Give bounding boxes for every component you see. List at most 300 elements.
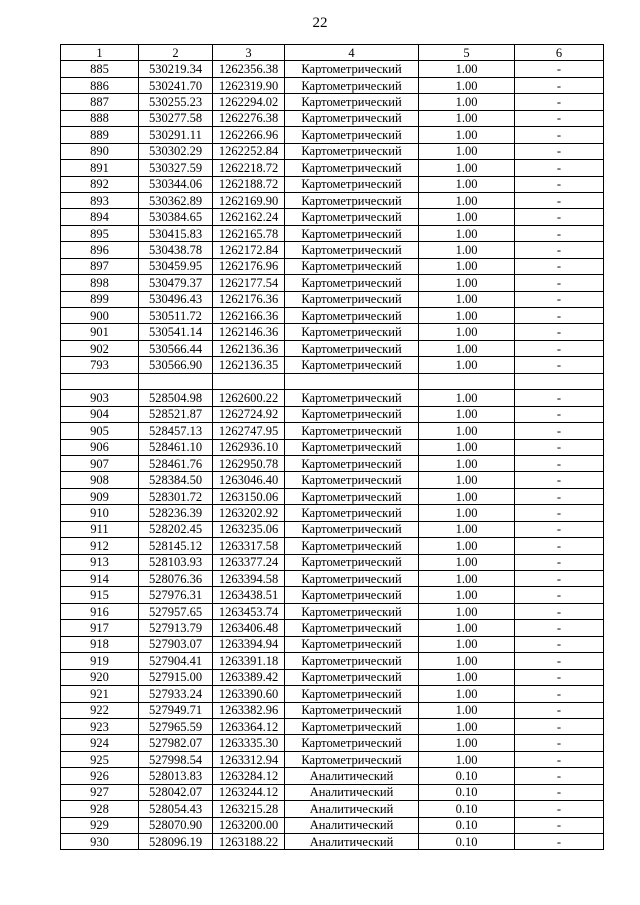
method-cell: Картометрический bbox=[285, 77, 419, 93]
y-coordinate-cell: 1262294.02 bbox=[213, 94, 285, 110]
column-header-3: 3 bbox=[213, 45, 285, 61]
point-number-cell: 921 bbox=[61, 686, 139, 702]
y-coordinate-cell: 1262950.78 bbox=[213, 455, 285, 471]
x-coordinate-cell: 530459.95 bbox=[139, 258, 213, 274]
table-row bbox=[61, 554, 604, 570]
note-cell: - bbox=[515, 521, 604, 537]
note-cell: - bbox=[515, 784, 604, 800]
method-cell: Аналитический bbox=[285, 817, 419, 833]
note-cell bbox=[515, 373, 604, 389]
y-coordinate-cell: 1262172.84 bbox=[213, 242, 285, 258]
y-coordinate-cell: 1262177.54 bbox=[213, 275, 285, 291]
y-coordinate-cell: 1262747.95 bbox=[213, 423, 285, 439]
y-coordinate-cell: 1263453.74 bbox=[213, 603, 285, 619]
table-row bbox=[61, 505, 604, 521]
point-number-cell: 901 bbox=[61, 324, 139, 340]
y-coordinate-cell: 1263391.18 bbox=[213, 653, 285, 669]
x-coordinate-cell: 530438.78 bbox=[139, 242, 213, 258]
table-row bbox=[61, 61, 604, 77]
note-cell: - bbox=[515, 505, 604, 521]
point-number-cell: 923 bbox=[61, 718, 139, 734]
table-row bbox=[61, 669, 604, 685]
table-row bbox=[61, 636, 604, 652]
table-row bbox=[61, 258, 604, 274]
x-coordinate-cell: 528202.45 bbox=[139, 521, 213, 537]
table-row bbox=[61, 455, 604, 471]
x-coordinate-cell: 530241.70 bbox=[139, 77, 213, 93]
y-coordinate-cell: 1263244.12 bbox=[213, 784, 285, 800]
method-cell: Картометрический bbox=[285, 653, 419, 669]
page-number: 22 bbox=[312, 15, 328, 31]
y-coordinate-cell: 1262218.72 bbox=[213, 160, 285, 176]
note-cell: - bbox=[515, 488, 604, 504]
method-cell: Картометрический bbox=[285, 291, 419, 307]
point-number-cell: 916 bbox=[61, 603, 139, 619]
y-coordinate-cell: 1263377.24 bbox=[213, 554, 285, 570]
note-cell: - bbox=[515, 406, 604, 422]
y-coordinate-cell: 1262136.36 bbox=[213, 340, 285, 356]
point-number-cell: 925 bbox=[61, 751, 139, 767]
point-number-cell: 912 bbox=[61, 538, 139, 554]
note-cell: - bbox=[515, 176, 604, 192]
accuracy-cell: 1.00 bbox=[419, 587, 515, 603]
point-number-cell: 911 bbox=[61, 521, 139, 537]
accuracy-cell: 1.00 bbox=[419, 423, 515, 439]
note-cell: - bbox=[515, 423, 604, 439]
y-coordinate-cell: 1262319.90 bbox=[213, 77, 285, 93]
accuracy-cell: 0.10 bbox=[419, 768, 515, 784]
accuracy-cell: 1.00 bbox=[419, 258, 515, 274]
x-coordinate-cell: 530255.23 bbox=[139, 94, 213, 110]
method-cell: Картометрический bbox=[285, 620, 419, 636]
note-cell: - bbox=[515, 603, 604, 619]
note-cell: - bbox=[515, 340, 604, 356]
note-cell: - bbox=[515, 702, 604, 718]
x-coordinate-cell: 530566.44 bbox=[139, 340, 213, 356]
point-number-cell: 924 bbox=[61, 735, 139, 751]
accuracy-cell: 1.00 bbox=[419, 439, 515, 455]
method-cell: Картометрический bbox=[285, 702, 419, 718]
point-number-cell: 902 bbox=[61, 340, 139, 356]
table-row bbox=[61, 77, 604, 93]
method-cell: Картометрический bbox=[285, 587, 419, 603]
note-cell: - bbox=[515, 192, 604, 208]
x-coordinate-cell: 530344.06 bbox=[139, 176, 213, 192]
x-coordinate-cell: 530291.11 bbox=[139, 127, 213, 143]
point-number-cell: 906 bbox=[61, 439, 139, 455]
method-cell: Картометрический bbox=[285, 390, 419, 406]
y-coordinate-cell: 1262136.35 bbox=[213, 357, 285, 373]
table-row bbox=[61, 702, 604, 718]
note-cell: - bbox=[515, 258, 604, 274]
y-coordinate-cell: 1262165.78 bbox=[213, 225, 285, 241]
x-coordinate-cell: 528070.90 bbox=[139, 817, 213, 833]
method-cell: Картометрический bbox=[285, 751, 419, 767]
x-coordinate-cell: 528461.76 bbox=[139, 455, 213, 471]
accuracy-cell: 1.00 bbox=[419, 357, 515, 373]
x-coordinate-cell: 530511.72 bbox=[139, 308, 213, 324]
y-coordinate-cell: 1263390.60 bbox=[213, 686, 285, 702]
y-coordinate-cell bbox=[213, 373, 285, 389]
method-cell: Картометрический bbox=[285, 538, 419, 554]
x-coordinate-cell: 528236.39 bbox=[139, 505, 213, 521]
method-cell: Картометрический bbox=[285, 554, 419, 570]
x-coordinate-cell: 528384.50 bbox=[139, 472, 213, 488]
note-cell: - bbox=[515, 308, 604, 324]
y-coordinate-cell: 1262356.38 bbox=[213, 61, 285, 77]
y-coordinate-cell: 1263364.12 bbox=[213, 718, 285, 734]
point-number-cell: 908 bbox=[61, 472, 139, 488]
y-coordinate-cell: 1263200.00 bbox=[213, 817, 285, 833]
y-coordinate-cell: 1263284.12 bbox=[213, 768, 285, 784]
point-number-cell: 887 bbox=[61, 94, 139, 110]
point-number-cell: 895 bbox=[61, 225, 139, 241]
note-cell: - bbox=[515, 357, 604, 373]
method-cell: Картометрический bbox=[285, 94, 419, 110]
accuracy-cell: 1.00 bbox=[419, 472, 515, 488]
y-coordinate-cell: 1263406.48 bbox=[213, 620, 285, 636]
y-coordinate-cell: 1262176.96 bbox=[213, 258, 285, 274]
y-coordinate-cell: 1262162.24 bbox=[213, 209, 285, 225]
table-row bbox=[61, 735, 604, 751]
x-coordinate-cell: 528076.36 bbox=[139, 571, 213, 587]
method-cell: Картометрический bbox=[285, 110, 419, 126]
accuracy-cell: 1.00 bbox=[419, 538, 515, 554]
accuracy-cell: 1.00 bbox=[419, 554, 515, 570]
method-cell: Картометрический bbox=[285, 160, 419, 176]
y-coordinate-cell: 1263188.22 bbox=[213, 834, 285, 850]
point-number-cell: 929 bbox=[61, 817, 139, 833]
x-coordinate-cell: 530384.65 bbox=[139, 209, 213, 225]
y-coordinate-cell: 1263317.58 bbox=[213, 538, 285, 554]
x-coordinate-cell: 530219.34 bbox=[139, 61, 213, 77]
x-coordinate-cell: 527913.79 bbox=[139, 620, 213, 636]
point-number-cell: 891 bbox=[61, 160, 139, 176]
note-cell: - bbox=[515, 110, 604, 126]
point-number-cell: 894 bbox=[61, 209, 139, 225]
table-row bbox=[61, 587, 604, 603]
point-number-cell: 886 bbox=[61, 77, 139, 93]
point-number-cell: 892 bbox=[61, 176, 139, 192]
table-row bbox=[61, 275, 604, 291]
table-row bbox=[61, 817, 604, 833]
note-cell: - bbox=[515, 472, 604, 488]
method-cell: Картометрический bbox=[285, 735, 419, 751]
note-cell: - bbox=[515, 324, 604, 340]
table-row bbox=[61, 571, 604, 587]
x-coordinate-cell: 530327.59 bbox=[139, 160, 213, 176]
point-number-cell: 920 bbox=[61, 669, 139, 685]
column-header-6: 6 bbox=[515, 45, 604, 61]
method-cell: Картометрический bbox=[285, 209, 419, 225]
point-number-cell: 889 bbox=[61, 127, 139, 143]
column-header-1: 1 bbox=[61, 45, 139, 61]
x-coordinate-cell: 528145.12 bbox=[139, 538, 213, 554]
table-row bbox=[61, 225, 604, 241]
y-coordinate-cell: 1263235.06 bbox=[213, 521, 285, 537]
note-cell: - bbox=[515, 275, 604, 291]
note-cell: - bbox=[515, 669, 604, 685]
coordinates-table bbox=[60, 44, 604, 850]
accuracy-cell: 1.00 bbox=[419, 192, 515, 208]
y-coordinate-cell: 1263150.06 bbox=[213, 488, 285, 504]
y-coordinate-cell: 1263046.40 bbox=[213, 472, 285, 488]
point-number-cell: 885 bbox=[61, 61, 139, 77]
method-cell: Аналитический bbox=[285, 768, 419, 784]
accuracy-cell: 1.00 bbox=[419, 521, 515, 537]
note-cell: - bbox=[515, 801, 604, 817]
point-number-cell: 907 bbox=[61, 455, 139, 471]
method-cell: Картометрический bbox=[285, 143, 419, 159]
method-cell: Картометрический bbox=[285, 488, 419, 504]
note-cell: - bbox=[515, 439, 604, 455]
accuracy-cell: 1.00 bbox=[419, 324, 515, 340]
point-number-cell: 905 bbox=[61, 423, 139, 439]
x-coordinate-cell: 527976.31 bbox=[139, 587, 213, 603]
method-cell: Картометрический bbox=[285, 176, 419, 192]
y-coordinate-cell: 1262169.90 bbox=[213, 192, 285, 208]
method-cell: Картометрический bbox=[285, 258, 419, 274]
method-cell bbox=[285, 373, 419, 389]
note-cell: - bbox=[515, 242, 604, 258]
point-number-cell: 922 bbox=[61, 702, 139, 718]
x-coordinate-cell: 528457.13 bbox=[139, 423, 213, 439]
table-row bbox=[61, 751, 604, 767]
y-coordinate-cell: 1263389.42 bbox=[213, 669, 285, 685]
point-number-cell: 917 bbox=[61, 620, 139, 636]
point-number-cell: 898 bbox=[61, 275, 139, 291]
point-number-cell: 930 bbox=[61, 834, 139, 850]
table-row bbox=[61, 127, 604, 143]
accuracy-cell: 1.00 bbox=[419, 143, 515, 159]
point-number-cell: 910 bbox=[61, 505, 139, 521]
y-coordinate-cell: 1262176.36 bbox=[213, 291, 285, 307]
y-coordinate-cell: 1263394.58 bbox=[213, 571, 285, 587]
point-number-cell: 926 bbox=[61, 768, 139, 784]
accuracy-cell: 1.00 bbox=[419, 751, 515, 767]
y-coordinate-cell: 1262146.36 bbox=[213, 324, 285, 340]
table-row bbox=[61, 603, 604, 619]
table-row bbox=[61, 324, 604, 340]
x-coordinate-cell: 530362.89 bbox=[139, 192, 213, 208]
point-number-cell: 890 bbox=[61, 143, 139, 159]
method-cell: Картометрический bbox=[285, 718, 419, 734]
accuracy-cell: 1.00 bbox=[419, 653, 515, 669]
table-header bbox=[61, 45, 604, 61]
y-coordinate-cell: 1263382.96 bbox=[213, 702, 285, 718]
note-cell: - bbox=[515, 538, 604, 554]
note-cell: - bbox=[515, 768, 604, 784]
column-header-5: 5 bbox=[419, 45, 515, 61]
method-cell: Аналитический bbox=[285, 784, 419, 800]
accuracy-cell: 1.00 bbox=[419, 571, 515, 587]
accuracy-cell: 1.00 bbox=[419, 455, 515, 471]
accuracy-cell: 1.00 bbox=[419, 242, 515, 258]
accuracy-cell: 1.00 bbox=[419, 406, 515, 422]
point-number-cell: 903 bbox=[61, 390, 139, 406]
y-coordinate-cell: 1262936.10 bbox=[213, 439, 285, 455]
column-header-4: 4 bbox=[285, 45, 419, 61]
method-cell: Картометрический bbox=[285, 192, 419, 208]
note-cell: - bbox=[515, 390, 604, 406]
x-coordinate-cell: 527903.07 bbox=[139, 636, 213, 652]
x-coordinate-cell: 530277.58 bbox=[139, 110, 213, 126]
accuracy-cell: 1.00 bbox=[419, 735, 515, 751]
method-cell: Картометрический bbox=[285, 127, 419, 143]
y-coordinate-cell: 1262276.38 bbox=[213, 110, 285, 126]
method-cell: Картометрический bbox=[285, 357, 419, 373]
table-row bbox=[61, 110, 604, 126]
method-cell: Картометрический bbox=[285, 423, 419, 439]
header-row bbox=[61, 45, 604, 61]
method-cell: Картометрический bbox=[285, 472, 419, 488]
accuracy-cell: 1.00 bbox=[419, 669, 515, 685]
note-cell: - bbox=[515, 620, 604, 636]
note-cell: - bbox=[515, 636, 604, 652]
note-cell: - bbox=[515, 160, 604, 176]
accuracy-cell: 1.00 bbox=[419, 340, 515, 356]
method-cell: Картометрический bbox=[285, 225, 419, 241]
point-number-cell: 915 bbox=[61, 587, 139, 603]
table-row bbox=[61, 192, 604, 208]
table-row bbox=[61, 538, 604, 554]
method-cell: Картометрический bbox=[285, 669, 419, 685]
table-row bbox=[61, 620, 604, 636]
table-row bbox=[61, 373, 604, 389]
point-number-cell: 913 bbox=[61, 554, 139, 570]
point-number-cell: 896 bbox=[61, 242, 139, 258]
method-cell: Картометрический bbox=[285, 340, 419, 356]
y-coordinate-cell: 1262600.22 bbox=[213, 390, 285, 406]
x-coordinate-cell: 527998.54 bbox=[139, 751, 213, 767]
note-cell: - bbox=[515, 587, 604, 603]
accuracy-cell: 1.00 bbox=[419, 505, 515, 521]
table-row bbox=[61, 439, 604, 455]
point-number-cell bbox=[61, 373, 139, 389]
y-coordinate-cell: 1262252.84 bbox=[213, 143, 285, 159]
method-cell: Картометрический bbox=[285, 455, 419, 471]
method-cell: Картометрический bbox=[285, 439, 419, 455]
note-cell: - bbox=[515, 143, 604, 159]
table-row bbox=[61, 423, 604, 439]
accuracy-cell: 1.00 bbox=[419, 225, 515, 241]
table-row bbox=[61, 308, 604, 324]
accuracy-cell: 1.00 bbox=[419, 176, 515, 192]
point-number-cell: 900 bbox=[61, 308, 139, 324]
x-coordinate-cell: 528521.87 bbox=[139, 406, 213, 422]
y-coordinate-cell: 1263202.92 bbox=[213, 505, 285, 521]
accuracy-cell: 1.00 bbox=[419, 603, 515, 619]
point-number-cell: 888 bbox=[61, 110, 139, 126]
note-cell: - bbox=[515, 209, 604, 225]
x-coordinate-cell: 530302.29 bbox=[139, 143, 213, 159]
table-row bbox=[61, 834, 604, 850]
table-row bbox=[61, 94, 604, 110]
accuracy-cell: 1.00 bbox=[419, 160, 515, 176]
note-cell: - bbox=[515, 751, 604, 767]
x-coordinate-cell: 527949.71 bbox=[139, 702, 213, 718]
method-cell: Картометрический bbox=[285, 571, 419, 587]
x-coordinate-cell: 528301.72 bbox=[139, 488, 213, 504]
note-cell: - bbox=[515, 735, 604, 751]
x-coordinate-cell: 528054.43 bbox=[139, 801, 213, 817]
note-cell: - bbox=[515, 455, 604, 471]
table-row bbox=[61, 291, 604, 307]
table-row bbox=[61, 686, 604, 702]
accuracy-cell: 1.00 bbox=[419, 686, 515, 702]
y-coordinate-cell: 1262166.36 bbox=[213, 308, 285, 324]
table-row bbox=[61, 160, 604, 176]
x-coordinate-cell: 528461.10 bbox=[139, 439, 213, 455]
point-number-cell: 914 bbox=[61, 571, 139, 587]
accuracy-cell: 1.00 bbox=[419, 94, 515, 110]
method-cell: Картометрический bbox=[285, 242, 419, 258]
table-row bbox=[61, 357, 604, 373]
x-coordinate-cell: 527904.41 bbox=[139, 653, 213, 669]
note-cell: - bbox=[515, 686, 604, 702]
y-coordinate-cell: 1263215.28 bbox=[213, 801, 285, 817]
accuracy-cell: 1.00 bbox=[419, 488, 515, 504]
note-cell: - bbox=[515, 554, 604, 570]
x-coordinate-cell: 528042.07 bbox=[139, 784, 213, 800]
x-coordinate-cell: 530496.43 bbox=[139, 291, 213, 307]
method-cell: Картометрический bbox=[285, 686, 419, 702]
y-coordinate-cell: 1263438.51 bbox=[213, 587, 285, 603]
method-cell: Картометрический bbox=[285, 521, 419, 537]
x-coordinate-cell: 528103.93 bbox=[139, 554, 213, 570]
note-cell: - bbox=[515, 127, 604, 143]
point-number-cell: 918 bbox=[61, 636, 139, 652]
point-number-cell: 897 bbox=[61, 258, 139, 274]
table-row bbox=[61, 242, 604, 258]
accuracy-cell: 0.10 bbox=[419, 817, 515, 833]
x-coordinate-cell: 530415.83 bbox=[139, 225, 213, 241]
table-row bbox=[61, 390, 604, 406]
point-number-cell: 893 bbox=[61, 192, 139, 208]
point-number-cell: 899 bbox=[61, 291, 139, 307]
accuracy-cell: 1.00 bbox=[419, 77, 515, 93]
table-row bbox=[61, 176, 604, 192]
accuracy-cell: 1.00 bbox=[419, 390, 515, 406]
note-cell: - bbox=[515, 834, 604, 850]
table-row bbox=[61, 143, 604, 159]
x-coordinate-cell: 528096.19 bbox=[139, 834, 213, 850]
point-number-cell: 909 bbox=[61, 488, 139, 504]
table-row bbox=[61, 472, 604, 488]
method-cell: Картометрический bbox=[285, 603, 419, 619]
table-row bbox=[61, 209, 604, 225]
y-coordinate-cell: 1263335.30 bbox=[213, 735, 285, 751]
point-number-cell: 928 bbox=[61, 801, 139, 817]
point-number-cell: 919 bbox=[61, 653, 139, 669]
point-number-cell: 927 bbox=[61, 784, 139, 800]
x-coordinate-cell: 530566.90 bbox=[139, 357, 213, 373]
note-cell: - bbox=[515, 291, 604, 307]
method-cell: Картометрический bbox=[285, 324, 419, 340]
table-row bbox=[61, 768, 604, 784]
accuracy-cell: 1.00 bbox=[419, 636, 515, 652]
x-coordinate-cell: 530479.37 bbox=[139, 275, 213, 291]
x-coordinate-cell: 527915.00 bbox=[139, 669, 213, 685]
accuracy-cell: 1.00 bbox=[419, 702, 515, 718]
accuracy-cell: 1.00 bbox=[419, 61, 515, 77]
x-coordinate-cell: 527933.24 bbox=[139, 686, 213, 702]
x-coordinate-cell: 527965.59 bbox=[139, 718, 213, 734]
y-coordinate-cell: 1263312.94 bbox=[213, 751, 285, 767]
accuracy-cell: 1.00 bbox=[419, 291, 515, 307]
point-number-cell: 793 bbox=[61, 357, 139, 373]
table-row bbox=[61, 488, 604, 504]
